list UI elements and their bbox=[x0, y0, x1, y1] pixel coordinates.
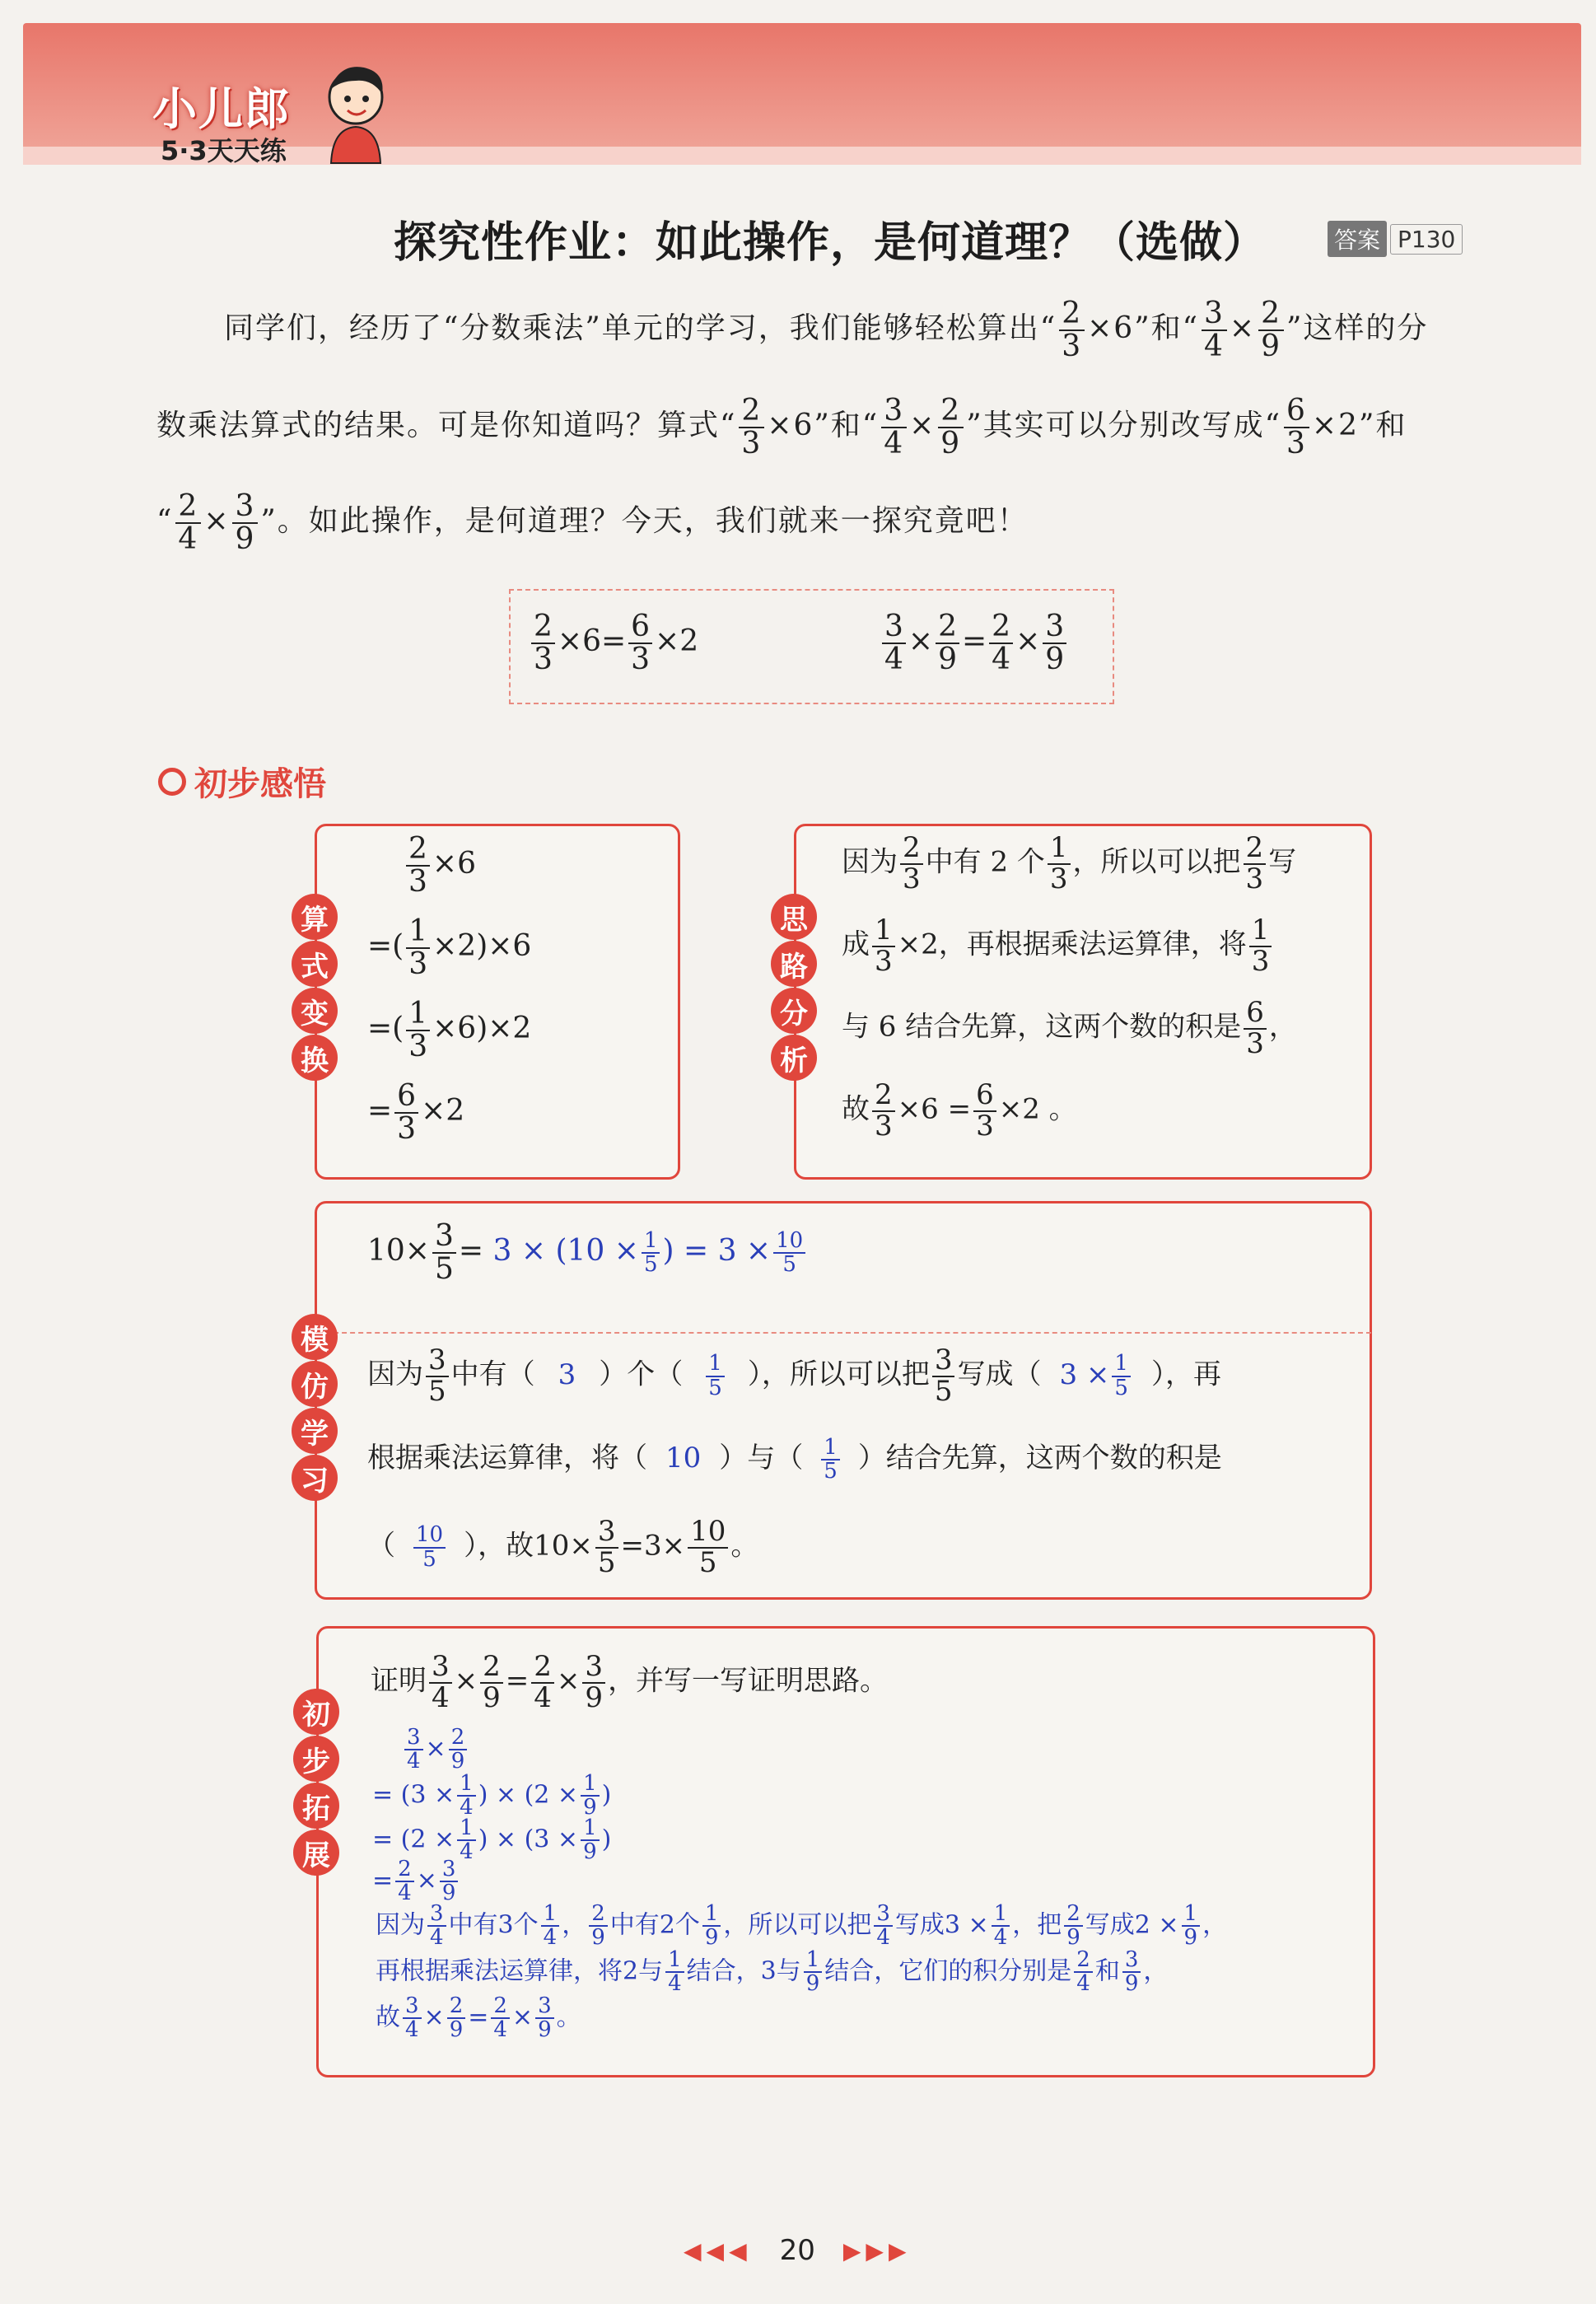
intro-line-1: 同学们，经历了“分数乘法”单元的学习，我们能够轻松算出“ $\frac{2}{3}$ ×6”和“ $\frac{3}{4}$ × $\frac{2}{9}$ ”这样的分 bbox=[224, 297, 1429, 363]
imitation-answer-expression: 3 × (10 × $\frac{1}{5}$ ) = 3 × $\frac{10}{5}$ bbox=[493, 1234, 809, 1268]
transform-step-4: = $\frac{6}{3}$ ×2 bbox=[367, 1079, 465, 1146]
transform-step-1: $\frac{2}{3}$ ×6 bbox=[404, 834, 476, 898]
answer-page: P130 bbox=[1390, 224, 1463, 255]
analysis-line-1: 因为 $\frac{2}{3}$ 中有 2 个 $\frac{1}{3}$ ，所以可以把 $\frac{2}{3}$ 写 bbox=[842, 831, 1297, 895]
example-equation-1: $\frac{2}{3}$ ×6= $\frac{6}{3}$ ×2 bbox=[529, 611, 698, 675]
example-equation-2: $\frac{3}{4}$ × $\frac{2}{9}$ = $\frac{2}{4}$ × $\frac{3}{9}$ bbox=[880, 611, 1069, 675]
extension-question: 证明 $\frac{3}{4}$ × $\frac{2}{9}$ = $\frac{2}{4}$ × $\frac{3}{9}$ ，并写一写证明思路。 bbox=[371, 1650, 889, 1714]
imitation-learning-label: 模 仿 学 习 bbox=[292, 1314, 338, 1502]
preliminary-extension-label: 初 步 拓 展 bbox=[293, 1689, 339, 1876]
page-number: 20 bbox=[779, 2234, 815, 2267]
analysis-line-4: 故 $\frac{2}{3}$ ×6 = $\frac{6}{3}$ ×2 。 bbox=[842, 1078, 1077, 1143]
proof-reason-line-1: 因为 $\frac{3}{4}$ 中有3个 $\frac{1}{4}$ ， $\frac{2}{9}$ 中有2个 $\frac{1}{9}$ ，所以可以把 $\frac{3}{4}$ 写成3 × $\frac{1}{4}$ ，把 $\frac{2}{9}$ 写成2 × $\frac{1}{9}$ ， bbox=[376, 1901, 1228, 1951]
blank-answer-3: 3 × $\frac{1}{5}$ bbox=[1059, 1358, 1132, 1391]
analysis-line-2: 成 $\frac{1}{3}$ ×2，再根据乘法运算律，将 $\frac{1}{3}$ bbox=[842, 916, 1274, 976]
proof-reason-line-2: 再根据乘法运算律，将2与 $\frac{1}{4}$ 结合，3与 $\frac{1}{9}$ 结合，它们的积分别是 $\frac{2}{4}$ 和 $\frac{3}{9}$ ， bbox=[376, 1947, 1169, 1997]
analysis-line-3: 与 6 结合先算，这两个数的积是 $\frac{6}{3}$ ， bbox=[842, 996, 1297, 1060]
page-footer bbox=[684, 2234, 911, 2267]
proof-step-2: = (3 × $\frac{1}{4}$ ) × (2 × $\frac{1}{9}$ ) bbox=[372, 1771, 612, 1820]
formula-transform-label: 算 式 变 换 bbox=[292, 894, 338, 1082]
imitation-line-2: 根据乘法运算律，将（ 10 ）与（ $\frac{1}{5}$ ）结合先算，这两个数的积是 bbox=[367, 1434, 1222, 1484]
blank-answer-2: $\frac{1}{5}$ bbox=[706, 1353, 725, 1400]
proof-step-1: $\frac{3}{4}$ × $\frac{2}{9}$ bbox=[402, 1727, 469, 1774]
blank-answer-6: $\frac{10}{5}$ bbox=[413, 1524, 446, 1571]
blank-answer-4: 10 bbox=[665, 1442, 702, 1474]
answer-label: 答案 bbox=[1328, 221, 1387, 257]
imitation-line-3: （ $\frac{10}{5}$ ），故10× $\frac{3}{5}$ =3× $\frac{10}{5}$ 。 bbox=[367, 1515, 759, 1579]
reasoning-analysis-label: 思 路 分 析 bbox=[771, 894, 817, 1082]
target-icon bbox=[158, 768, 186, 796]
prev-arrows-icon: ◀◀◀ bbox=[684, 2236, 752, 2264]
blank-answer-1: 3 bbox=[558, 1358, 576, 1391]
intro-line-2: 数乘法算式的结果。可是你知道吗？算式“ $\frac{2}{3}$ ×6”和“ $\frac{3}{4}$ × $\frac{2}{9}$ ”其实可以分别改写成“ $\frac{6}{3}$ ×2”和 bbox=[156, 394, 1407, 460]
transform-step-3: =( $\frac{1}{3}$ ×6)×2 bbox=[367, 997, 532, 1063]
imitation-divider bbox=[325, 1332, 1371, 1334]
answer-reference bbox=[1328, 221, 1463, 257]
brand-logo: 小儿郎 bbox=[152, 83, 291, 135]
series-name: 5·3天天练 bbox=[161, 135, 287, 166]
imitation-line-1: 因为 $\frac{3}{5}$ 中有（ 3 ）个（ $\frac{1}{5}$ ），所以可以把 $\frac{3}{5}$ 写成（ 3 × $\frac{1}{5}$ ），再 bbox=[367, 1344, 1221, 1408]
section-heading: 初步感悟 bbox=[158, 758, 326, 805]
proof-conclusion: 故 $\frac{3}{4}$ × $\frac{2}{9}$ = $\frac{2}{4}$ × $\frac{3}{9}$ 。 bbox=[376, 1993, 581, 2043]
next-arrows-icon: ▶▶▶ bbox=[842, 2236, 912, 2264]
intro-line-3: “ $\frac{2}{4}$ × $\frac{3}{9}$ ”。如此操作，是何道理？今天，我们就来一探究竟吧！ bbox=[156, 489, 1029, 556]
page-title: 探究性作业：如此操作，是何道理？（选做） bbox=[394, 218, 1267, 268]
mascot-icon bbox=[315, 58, 397, 165]
proof-step-3: = (2 × $\frac{1}{4}$ ) × (3 × $\frac{1}{9}$ ) bbox=[372, 1816, 612, 1865]
proof-step-4: = $\frac{2}{4}$ × $\frac{3}{9}$ bbox=[372, 1858, 460, 1905]
blank-answer-5: $\frac{1}{5}$ bbox=[821, 1437, 840, 1484]
imitation-equation: 10× $\frac{3}{5}$ = 3 × (10 × $\frac{1}{5}$ ) = 3 × $\frac{10}{5}$ bbox=[367, 1221, 808, 1285]
transform-step-2: =( $\frac{1}{3}$ ×2)×6 bbox=[367, 914, 532, 981]
